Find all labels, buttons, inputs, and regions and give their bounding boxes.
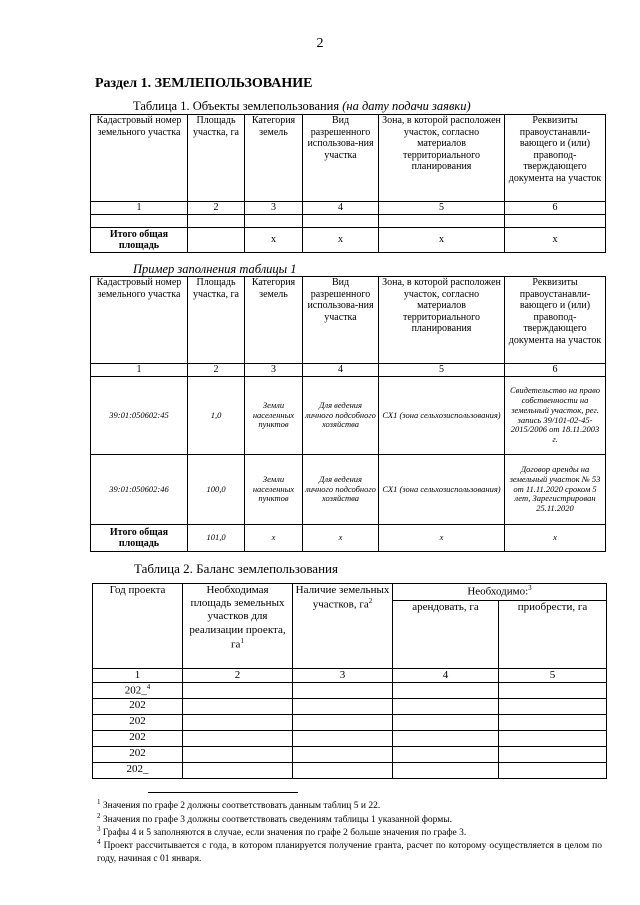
example-number-row [91, 364, 606, 377]
empty-cell [499, 699, 607, 715]
column-number: 5 [379, 202, 505, 215]
footnote-marker: 1 [97, 798, 101, 806]
header-available-land-text: Наличие земельных участков, га [295, 584, 390, 611]
total-cell: x [379, 228, 505, 253]
example-caption: Пример заполнения таблицы 1 [133, 262, 297, 276]
header-required-area [183, 584, 293, 669]
zone: СХ1 (зона сельхозиспользования) [379, 455, 505, 525]
column-number: 4 [303, 364, 379, 377]
balance-row [93, 731, 607, 747]
column-number: 2 [183, 669, 293, 683]
footnote-ref: 4 [146, 683, 151, 692]
table1-empty-row [91, 215, 606, 228]
footnote-text: Проект рассчитывается с года, в котором планируется получение гранта, расчет по которому осуществляется в целом по году, начиная с 01 января. [97, 841, 603, 864]
zone: СХ1 (зона сельхозиспользования) [379, 377, 505, 455]
footnote [97, 798, 602, 813]
empty-cell [499, 683, 607, 699]
column-number: 3 [245, 202, 303, 215]
example-header-cell: Площадь участка, га [188, 277, 245, 364]
section-title: Раздел 1. ЗЕМЛЕПОЛЬЗОВАНИЕ [95, 76, 313, 91]
empty-cell [293, 699, 393, 715]
column-number: 5 [499, 669, 607, 683]
example-header-cell: Вид разрешенного использова-ния участка [303, 277, 379, 364]
example-header-cell: Реквизиты правоустанавли-вающего и (или) правопод-тверждающего документа на участок [505, 277, 606, 364]
page-number: 2 [316, 36, 324, 51]
total-cell: x [505, 525, 606, 552]
balance-row [93, 715, 607, 731]
empty-cell [393, 747, 499, 763]
balance-row [93, 763, 607, 779]
total-label: Итого общая площадь [91, 228, 188, 253]
column-number: 6 [505, 202, 606, 215]
table1-header-cell: Кадастровый номер земельного участка [91, 115, 188, 202]
area-value: 100,0 [188, 455, 245, 525]
document-details: Договор аренды на земельный участок № 53 от 11.11.2020 сроком 5 лет, Зарегистрирован 25.11.2020 [505, 455, 606, 525]
footnote-ref: 3 [528, 584, 532, 592]
empty-cell [393, 715, 499, 731]
empty-cell [499, 763, 607, 779]
example-header-cell: Кадастровый номер земельного участка [91, 277, 188, 364]
area-value: 1,0 [188, 377, 245, 455]
header-needed-text: Необходимо: [467, 585, 529, 598]
empty-cell [293, 683, 393, 699]
project-year [93, 683, 183, 699]
table1-header-cell: Категория земель [245, 115, 303, 202]
column-number: 3 [293, 669, 393, 683]
example-table [90, 276, 606, 552]
empty-cell [393, 683, 499, 699]
footnote-text: Значения по графе 2 должны соответствовать данным таблиц 5 и 22. [102, 801, 381, 812]
empty-cell [183, 731, 293, 747]
example-row [91, 455, 606, 525]
column-number: 2 [188, 202, 245, 215]
empty-cell [183, 747, 293, 763]
empty-cell [293, 731, 393, 747]
empty-cell [183, 715, 293, 731]
total-cell: 101,0 [188, 525, 245, 552]
table1-header-cell: Зона, в которой расположен участок, согласно материалов территориального планирования [379, 115, 505, 202]
total-cell: x [245, 525, 303, 552]
total-cell: x [379, 525, 505, 552]
column-number: 1 [91, 364, 188, 377]
empty-cell [505, 215, 606, 228]
table1-number-row [91, 202, 606, 215]
table1-total-row [91, 228, 606, 253]
document-details: Свидетельство на право собственности на земельный участок, рег. запись 39/101-02-45-2015/2006 от 18.11.2003 г. [505, 377, 606, 455]
balance-row [93, 747, 607, 763]
footnote-text: Значения по графе 3 должны соответствовать сведениям таблицы 1 указанной формы. [102, 815, 453, 826]
empty-cell [188, 215, 245, 228]
column-number: 1 [91, 202, 188, 215]
example-row [91, 377, 606, 455]
example-header-cell: Зона, в которой расположен участок, согласно материалов территориального планирования [379, 277, 505, 364]
column-number: 5 [379, 364, 505, 377]
total-cell: x [245, 228, 303, 253]
balance-row [93, 683, 607, 699]
table1-caption-text: Таблица 1. Объекты землепользования [133, 99, 340, 113]
example-header-cell: Категория земель [245, 277, 303, 364]
column-number: 4 [303, 202, 379, 215]
footnote-separator [148, 792, 298, 793]
header-required-area-text: Необходимая площадь земельных участков для реализации проекта, га [189, 584, 286, 651]
footnote-marker: 3 [97, 825, 101, 833]
total-cell: x [303, 228, 379, 253]
footnote-marker: 4 [97, 838, 101, 846]
empty-cell [393, 731, 499, 747]
empty-cell [183, 763, 293, 779]
balance-row [93, 699, 607, 715]
empty-cell [183, 699, 293, 715]
footnote-text: Графы 4 и 5 заполняются в случае, если значения по графе 2 больше значения по графе 3. [102, 828, 467, 839]
empty-cell [293, 715, 393, 731]
cadastral-number: 39:01:050602:46 [91, 455, 188, 525]
table1-caption-note: (на дату подачи заявки) [342, 99, 471, 113]
empty-cell [183, 683, 293, 699]
project-year: 202 [93, 731, 183, 747]
empty-cell [499, 747, 607, 763]
column-number: 6 [505, 364, 606, 377]
empty-cell [393, 699, 499, 715]
empty-cell [499, 731, 607, 747]
project-year: 202 [93, 699, 183, 715]
footnote-ref: 2 [368, 597, 373, 606]
empty-cell [303, 215, 379, 228]
land-category: Земли населенных пунктов [245, 377, 303, 455]
header-buy: приобрести, га [499, 601, 607, 669]
header-project-year: Год проекта [93, 584, 183, 669]
footnote-ref: 1 [240, 636, 244, 645]
empty-cell [245, 215, 303, 228]
total-cell: x [505, 228, 606, 253]
usage-type: Для ведения личного подсобного хозяйства [303, 377, 379, 455]
land-category: Земли населенных пунктов [245, 455, 303, 525]
column-number: 3 [245, 364, 303, 377]
table1-header-cell: Реквизиты правоустанавли-вающего и (или) правопод-тверждающего документа на участок [505, 115, 606, 202]
example-total-row [91, 525, 606, 552]
table1-caption [133, 99, 471, 114]
empty-cell [293, 747, 393, 763]
project-year: 202 [93, 715, 183, 731]
empty-cell [393, 763, 499, 779]
usage-type: Для ведения личного подсобного хозяйства [303, 455, 379, 525]
header-needed [393, 584, 607, 601]
header-rent: арендовать, га [393, 601, 499, 669]
empty-cell [91, 215, 188, 228]
balance-number-row [93, 669, 607, 683]
cadastral-number: 39:01:050602:45 [91, 377, 188, 455]
column-number: 2 [188, 364, 245, 377]
project-year: 202 [93, 747, 183, 763]
table2-caption: Таблица 2. Баланс землепользования [134, 561, 338, 576]
footnote [97, 838, 602, 866]
total-cell: x [303, 525, 379, 552]
empty-cell [293, 763, 393, 779]
column-number: 1 [93, 669, 183, 683]
project-year: 202_ [93, 763, 183, 779]
table1-header-row [91, 115, 606, 202]
total-cell [188, 228, 245, 253]
table1-header-cell: Вид разрешенного использова-ния участка [303, 115, 379, 202]
balance-table [92, 583, 607, 779]
balance-header-row [93, 584, 607, 601]
total-label: Итого общая площадь [91, 525, 188, 552]
footnote-marker: 2 [97, 812, 101, 820]
empty-cell [499, 715, 607, 731]
example-header-row [91, 277, 606, 364]
table1-header-cell: Площадь участка, га [188, 115, 245, 202]
header-available-land [293, 584, 393, 669]
table1 [90, 114, 606, 253]
column-number: 4 [393, 669, 499, 683]
project-year-text: 202_ [124, 684, 147, 697]
empty-cell [379, 215, 505, 228]
